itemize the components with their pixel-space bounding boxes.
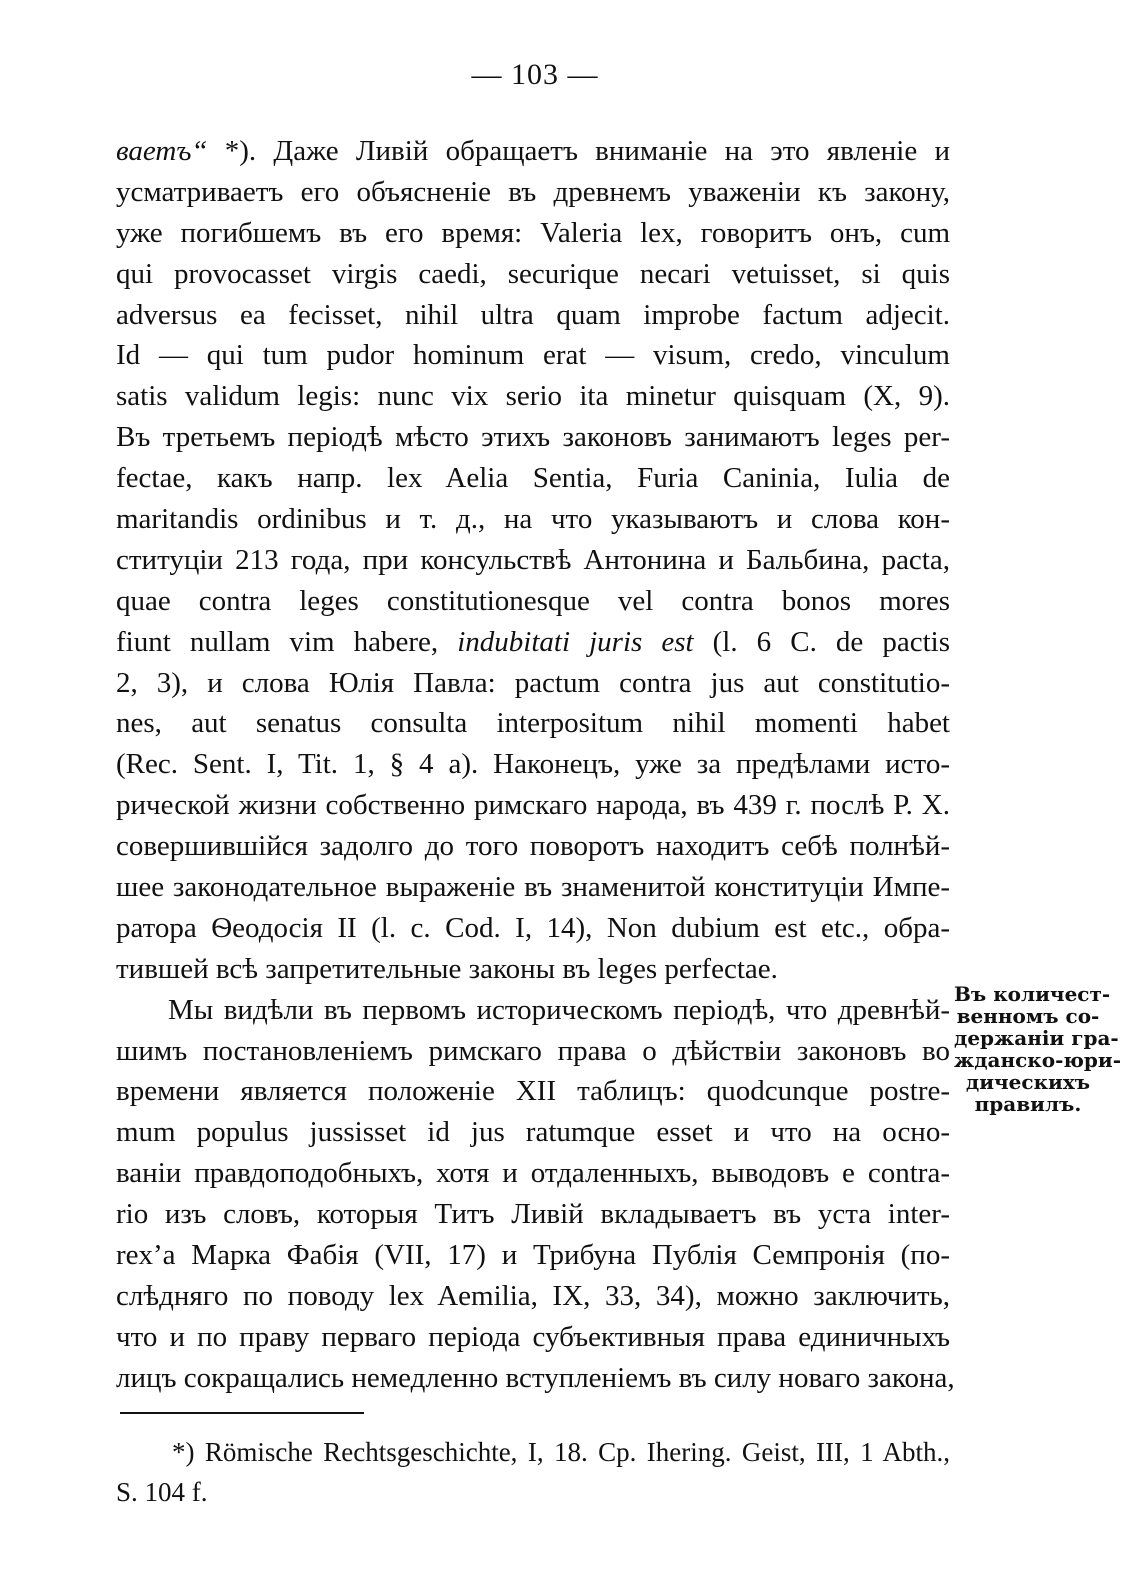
marginal-note-line: держаніи гра- — [954, 1026, 1119, 1050]
text-line — [116, 622, 950, 663]
text-line — [116, 581, 950, 622]
text-run: qui provocasset virgis caedi, securique necari vetuisset, si quis — [116, 257, 950, 290]
text-line — [116, 1031, 950, 1072]
text-run: quae contra leges constitutionesque vel contra bonos mores — [116, 584, 950, 617]
text-line — [116, 1358, 955, 1399]
text-run: уже погибшемъ въ его время: Valeria lex, говоритъ онъ, cum — [116, 216, 950, 249]
text-run: ратора Ѳеодосія II (l. c. Cod. I, 14), Non dubium est etc., обра- — [116, 911, 950, 944]
text-run: fiunt nullam vim habere, — [116, 625, 458, 658]
text-run: (l. 6 C. de pactis — [693, 625, 951, 658]
text-line — [116, 295, 950, 336]
text-line — [116, 335, 950, 376]
text-run: времени является положеніе XII таблицъ: quodcunque postre- — [116, 1075, 950, 1108]
text-line — [116, 1276, 950, 1317]
italic-text: ваетъ“ — [116, 135, 208, 167]
text-run: (Rec. Sent. I, Tit. 1, § 4 a). Наконецъ, уже за предѣлами исто- — [116, 748, 950, 781]
footnote-divider — [120, 1412, 364, 1414]
marginal-note-line: венномъ со- — [956, 1004, 1100, 1028]
text-run: rex’а Марка Фабія (VII, 17) и Трибуна Публія Семпронія (по- — [116, 1239, 950, 1272]
text-line — [116, 254, 950, 295]
text-line — [116, 867, 950, 908]
text-line — [116, 213, 950, 254]
text-line — [116, 785, 950, 826]
text-run: лицъ сокращались немедленно вступленіемъ въ силу новаго закона, — [116, 1361, 955, 1394]
text-line — [116, 1194, 950, 1235]
text-line — [116, 1112, 950, 1153]
text-run: nes, aut senatus consulta interpositum nihil momenti habet — [116, 707, 950, 740]
text-line — [116, 458, 950, 499]
text-line — [116, 1235, 950, 1276]
text-run: шее законодательное выраженіе въ знаменитой конституціи Импе- — [116, 871, 950, 904]
text-line — [116, 417, 950, 458]
italic-text: indubitati juris est — [457, 625, 694, 658]
text-run: что и по праву перваго періода субъективныя права единичныхъ — [116, 1320, 950, 1353]
text-line — [116, 908, 950, 949]
text-line — [116, 1317, 950, 1358]
text-run: mum populus jussisset id jus ratumque esset и что на осно- — [116, 1116, 950, 1149]
text-line — [116, 990, 950, 1031]
text-run: ституціи 213 года, при консульствѣ Антонина и Бальбина, pacta, — [116, 543, 950, 576]
text-run: ваніи правдоподобныхъ, хотя и отдаленныхъ, выводовъ е contra- — [116, 1157, 950, 1190]
text-run: adversus ea fecisset, nihil ultra quam improbe factum adjecit. — [116, 298, 950, 331]
text-line — [116, 663, 950, 704]
text-run: тившей всѣ запретительные законы въ leges perfectae. — [116, 952, 778, 985]
text-line — [116, 172, 950, 213]
text-line — [116, 540, 950, 581]
text-run: усматриваетъ его объясненіе въ древнемъ уваженіи къ закону, — [116, 175, 950, 208]
marginal-note-line: жданско-юри- — [954, 1048, 1122, 1072]
footnote-line: *) Römische Rechtsgeschichte, I, 18. Cp. Ihering. Geist, III, 1 Abth., — [172, 1437, 950, 1467]
text-line — [116, 703, 950, 744]
text-run: 2, 3), и слова Юлія Павла: pactum contra jus aut constitutio- — [116, 666, 950, 699]
text-run: maritandis ordinibus и т. д., на что указываютъ и слова кон- — [116, 503, 950, 536]
text-run: Мы видѣли въ первомъ историческомъ періодѣ, что древнѣй- — [168, 993, 950, 1026]
marginal-note-line: дическихъ — [965, 1070, 1091, 1094]
main-text — [116, 131, 955, 1399]
text-line — [116, 131, 950, 172]
page-number: — 103 — — [471, 58, 599, 91]
text-line — [116, 376, 950, 417]
text-line — [116, 949, 950, 990]
text-line — [116, 826, 950, 867]
text-run: rio изъ словъ, которыя Титъ Ливій вкладываетъ въ уста inter- — [116, 1198, 950, 1231]
text-run: шимъ постановленіемъ римскаго права о дѣйствіи законовъ во — [116, 1034, 950, 1067]
text-line — [116, 1071, 950, 1112]
marginal-note-line: правилъ. — [974, 1092, 1082, 1116]
text-run: fectae, какъ напр. lex Aelia Sentia, Furia Caninia, Iulia de — [116, 462, 950, 495]
text-run: *). Даже Ливій обращаетъ вниманіе на это явленіе и — [207, 135, 950, 167]
footnote — [116, 1432, 950, 1512]
marginal-note-line: Въ количест- — [954, 982, 1111, 1006]
text-line — [116, 499, 950, 540]
text-run: слѣдняго по поводу lex Aemilia, IX, 33, 34), можно заключить, — [116, 1279, 950, 1312]
text-run: Въ третьемъ періодѣ мѣсто этихъ законовъ занимаютъ leges per- — [116, 421, 950, 454]
footnote-line: S. 104 f. — [116, 1477, 208, 1507]
text-run: Id — qui tum pudor hominum erat — visum, credo, vinculum — [116, 339, 950, 372]
marginal-note — [954, 982, 1122, 1116]
text-run: satis validum legis: nunc vix serio ita minetur quisquam (X, 9). — [116, 380, 950, 413]
text-run: совершившійся задолго до того поворотъ находитъ себѣ полнѣй- — [116, 830, 950, 863]
text-run: рической жизни собственно римскаго народа, въ 439 г. послѣ Р. X. — [116, 789, 950, 822]
text-line — [116, 744, 950, 785]
text-line — [116, 1153, 950, 1194]
